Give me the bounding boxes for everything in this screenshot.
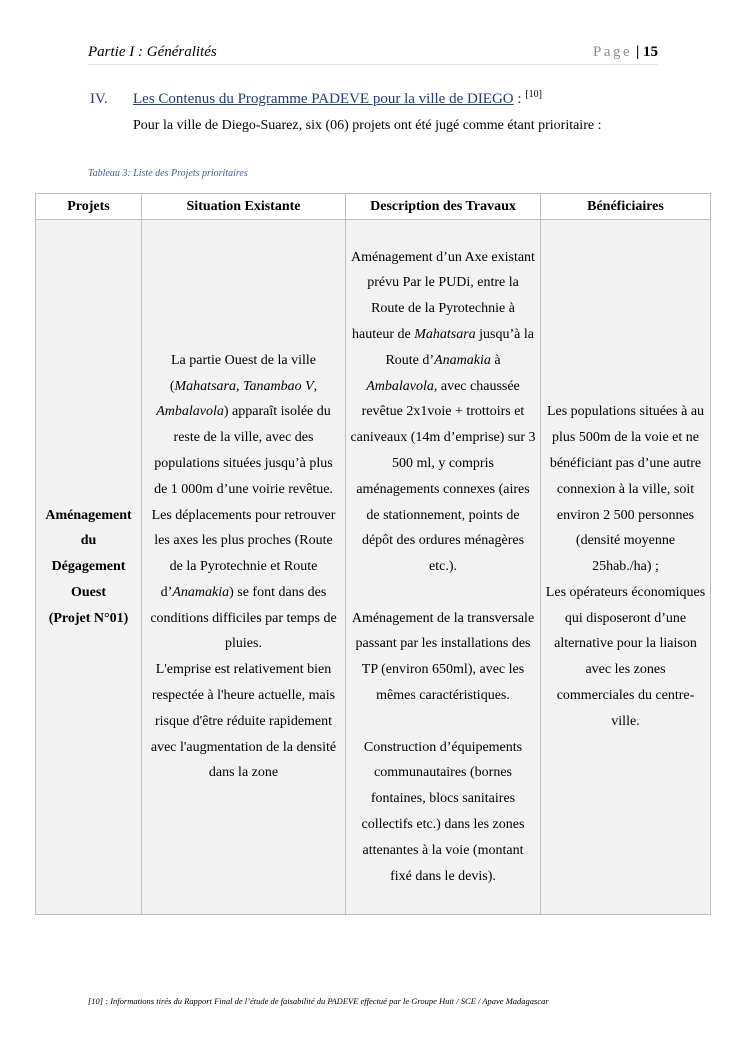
- header-situation: Situation Existante: [142, 194, 346, 220]
- section-number: IV.: [90, 91, 108, 107]
- beneficiaires-paragraph: Les populations situées à au plus 500m de la voie et ne bénéficiant pas d’une autre connexion à la ville, soit environ 2 500 personnes (densité moyenne 25hab./ha) ;: [546, 404, 705, 575]
- page-number: 15: [643, 44, 658, 60]
- page-word: Page: [593, 44, 633, 60]
- projet-line: Ouest: [71, 584, 106, 600]
- section-colon: :: [517, 91, 522, 107]
- cell-description: [346, 220, 541, 915]
- projet-line: Dégagement: [51, 559, 126, 575]
- table-caption: Tableau 3: Liste des Projets prioritaires: [88, 168, 248, 179]
- description-paragraph-2: Aménagement de la transversale passant par les installations des TP (environ 650ml), avec les mêmes caractéristiques.: [351, 610, 535, 704]
- cell-projet: [36, 220, 142, 915]
- footnote: [10] : Informations tirés du Rapport Final de l’étude de faisabilité du PADEVE effectué par le Groupe Huit / SCE / Apave Madagascar: [88, 996, 549, 1006]
- section-ref: [10]: [525, 89, 542, 100]
- paragraph-gap: [350, 709, 536, 735]
- section-heading: [90, 89, 542, 108]
- section-title-link[interactable]: Les Contenus du Programme PADEVE pour la ville de DIEGO: [133, 91, 514, 107]
- paragraph-gap: [350, 580, 536, 606]
- projet-line: (Projet N°01): [48, 610, 129, 626]
- section-intro: Pour la ville de Diego-Suarez, six (06) projets ont été jugé comme étant prioritaire :: [133, 118, 602, 133]
- projet-line: Aménagement: [45, 507, 132, 523]
- header-beneficiaires: Bénéficiaires: [541, 194, 711, 220]
- page-indicator: [593, 44, 658, 61]
- cell-beneficiaires: [541, 220, 711, 915]
- beneficiaires-paragraph-2: Les opérateurs économiques qui disposeront d’une alternative pour la liaison avec les zones commerciales du centre-ville.: [545, 584, 706, 729]
- projet-line: du: [80, 533, 97, 549]
- page-separator: |: [635, 44, 640, 60]
- part-title: Partie I : Généralités: [88, 44, 217, 60]
- table-header-row: [36, 194, 711, 220]
- table-row: [36, 220, 711, 915]
- description-paragraph: Aménagement d’un Axe existant prévu Par le PUDi, entre la Route de la Pyrotechnie à hauteur de Mahatsara jusqu’à la Route d’Anamakia à Ambalavola, avec chaussée revêtue 2x1voie + trottoirs et caniveaux (14m d’emprise) sur 3 500 ml, y compris aménagements connexes (aires de stationnement, points de dépôt des ordures ménagères etc.).: [350, 249, 536, 575]
- header-projets: Projets: [36, 194, 142, 220]
- cell-situation: [142, 220, 346, 915]
- description-paragraph-3: Construction d’équipements communautaires (bornes fontaines, blocs sanitaires collectifs etc.) dans les zones attenantes à la voie (montant fixé dans le devis).: [361, 739, 525, 884]
- header-description: Description des Travaux: [346, 194, 541, 220]
- situation-paragraph: La partie Ouest de la ville (Mahatsara, Tanambao V, Ambalavola) apparaît isolée du reste de la ville, avec des populations situées jusqu’à plus de 1 000m d’une voirie revêtue. Les déplacements pour retrouver les axes les plus proches (Route de la Pyrotechnie et Route d’Anamakia) se font dans des conditions difficiles par temps de pluies.: [150, 352, 337, 652]
- page-header: [88, 40, 658, 65]
- projects-table: [35, 193, 711, 915]
- situation-paragraph-2: L'emprise est relativement bien respectée à l'heure actuelle, mais risque d'être réduite rapidement avec l'augmentation de la densité dans la zone: [150, 662, 337, 781]
